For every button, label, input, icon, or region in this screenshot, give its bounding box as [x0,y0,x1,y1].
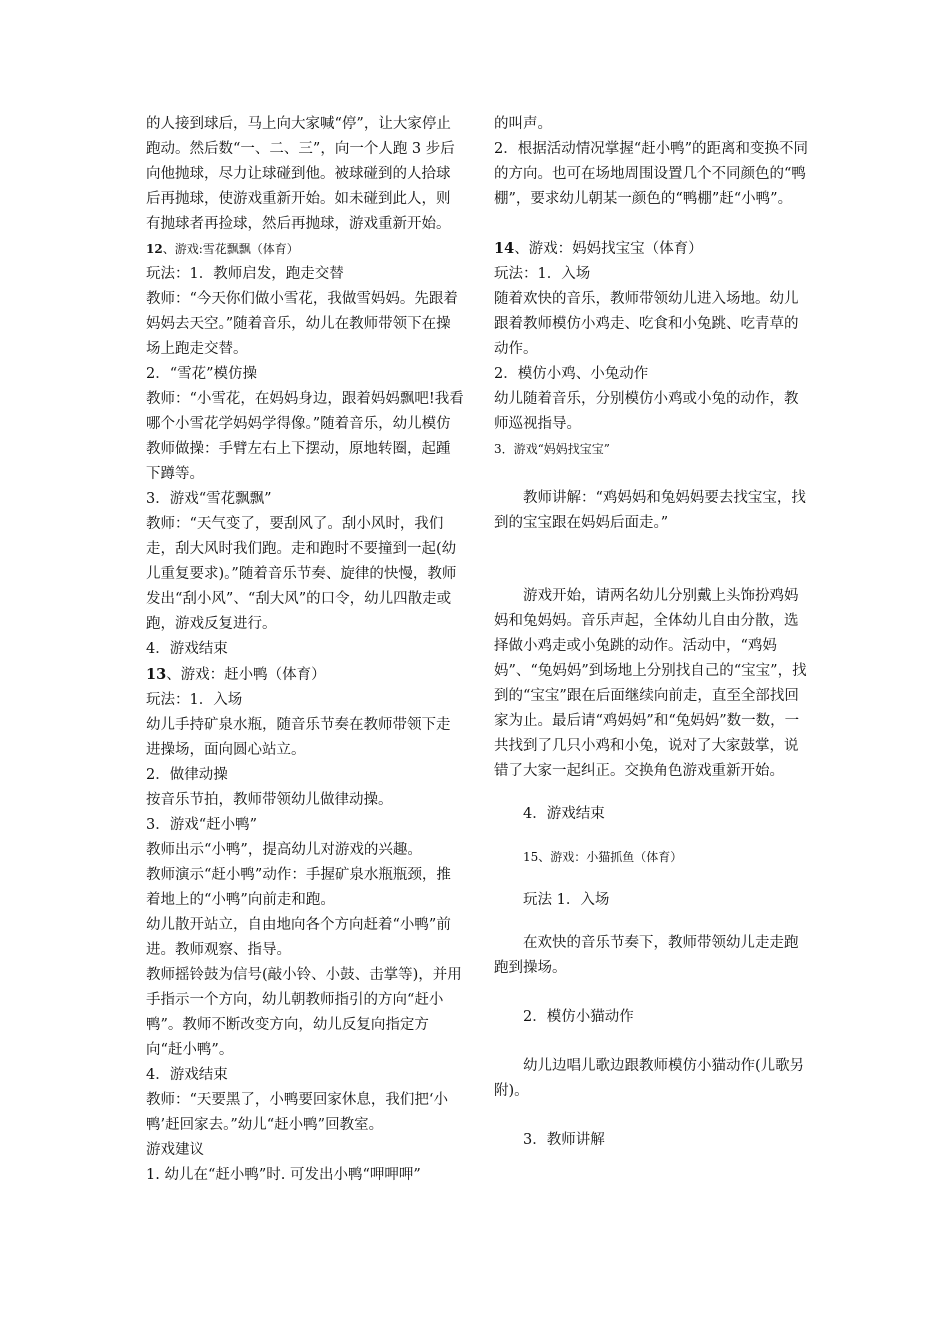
paragraph: 幼儿随着音乐，分别模仿小鸡或小兔的动作，教师巡视指导。 [494,391,799,432]
paragraph: 教师：“天要黑了，小鸭要回家休息，我们把‘小鸭’赶回家去。”幼儿“赶小鸭”回教室。 [146,1092,449,1133]
paragraph: 2．做律动操 [146,767,228,783]
paragraph: 玩法 1．入场 [523,892,610,908]
paragraph: 2．模仿小猫动作 [523,1009,634,1025]
paragraph: 2．“雪花”模仿操 [146,366,258,382]
paragraph: 的人接到球后，马上向大家喊“停”，让大家停止跑动。然后数“一、二、三”，向一个人跑 3 步后向他抛球，尽力让球碰到他。被球碰到的人拾球后再抛球，使游戏重新开始。如未碰到此人，则有抛球者再捡球，然后再抛球，游戏重新开始。 [146,116,455,232]
paragraph: 在欢快的音乐节奏下，教师带领幼儿走走跑跑到操场。 [494,935,799,976]
right-column [494,112,812,1153]
paragraph: 教师：“天气变了，要刮风了。刮小风时，我们走，刮大风时我们跑。走和跑时不要撞到一起(幼儿重复要求)。”随着音乐节奏、旋律的快慢，教师发出“刮小风”、“刮大风”的口令，幼儿四散走或跑，游戏反复进行。 [146,516,457,632]
paragraph: 随着欢快的音乐，教师带领幼儿进入场地。幼儿跟着教师模仿小鸡走、吃食和小兔跳、吃青草的动作。 [494,291,799,357]
paragraph: 2．模仿小鸡、小兔动作 [494,366,649,382]
paragraph: 教师演示“赶小鸭”动作：手握矿泉水瓶瓶颈，推着地上的“小鸭”向前走和跑。 [146,867,451,908]
paragraph: 1. 幼儿在“赶小鸭”时. 可发出小鸭“呷呷呷” [146,1167,421,1183]
paragraph: 3．游戏“妈妈找宝宝” [494,442,610,456]
paragraph: 4．游戏结束 [523,806,605,822]
paragraph: 教师出示“小鸭”，提高幼儿对游戏的兴趣。 [146,842,422,858]
paragraph: 4．游戏结束 [146,641,228,657]
paragraph: 教师讲解：“鸡妈妈和兔妈妈要去找宝宝，找到的宝宝跟在妈妈后面走。” [494,490,806,531]
paragraph: 3．游戏“雪花飘飘” [146,491,272,507]
paragraph: 教师：“小雪花，在妈妈身边，跟着妈妈飘吧!我看哪个小雪花学妈妈学得像。”随着音乐，幼儿模仿教师做操：手臂左右上下摆动，原地转圈，起踵下蹲等。 [146,391,464,482]
paragraph: 玩法：1．入场 [146,692,243,708]
paragraph: 2．根据活动情况掌握“赶小鸭”的距离和变换不同的方向。也可在场地周围设置几个不同颜色的“鸭棚”，要求幼儿朝某一颜色的“鸭棚”赶“小鸭”。 [494,141,809,207]
paragraph: 游戏开始，请两名幼儿分别戴上头饰扮鸡妈妈和兔妈妈。音乐声起，全体幼儿自由分散，选择做小鸡走或小兔跳的动作。活动中，“鸡妈妈”、“兔妈妈”到场地上分别找自己的“宝宝”，找到的“宝宝”跟在后面继续向前走，直至全部找回家为止。最后请“鸡妈妈”和“兔妈妈”数一数，一共找到了几只小鸡和小兔，说对了大家鼓掌，说错了大家一起纠正。交换角色游戏重新开始。 [494,588,807,779]
paragraph: 4．游戏结束 [146,1067,228,1083]
paragraph: 教师摇铃鼓为信号(敲小铃、小鼓、击掌等)，并用手指示一个方向，幼儿朝教师指引的方向“赶小鸭”。教师不断改变方向，幼儿反复向指定方向“赶小鸭”。 [146,967,462,1058]
paragraph: 游戏建议 [146,1142,204,1158]
heading-number: 13 [146,666,167,683]
paragraph: 按音乐节拍，教师带领幼儿做律动操。 [146,792,393,808]
heading-text: 、游戏：赶小鸭（体育） [166,667,326,683]
paragraph: 幼儿边唱儿歌边跟教师模仿小猫动作(儿歌另附)。 [494,1058,805,1099]
heading-text: 、游戏：妈妈找宝宝（体育） [514,241,703,257]
paragraph: 玩法：1．教师启发，跑走交替 [146,266,344,282]
paragraph: 教师：“今天你们做小雪花，我做雪妈妈。先跟着妈妈去天空。”随着音乐，幼儿在教师带领下在操场上跑走交替。 [146,291,458,357]
section-heading-13 [146,662,464,688]
paragraph: 幼儿散开站立，自由地向各个方向赶着“小鸭”前进。教师观察、指导。 [146,917,451,958]
section-heading-14 [494,236,812,262]
left-column [146,112,464,1188]
section-heading-12 [146,237,464,262]
paragraph: 玩法：1．入场 [494,266,591,282]
paragraph: 3．教师讲解 [523,1132,605,1148]
heading-number: 12 [146,242,163,256]
heading-number: 14 [494,240,515,257]
section-heading-15: 15、游戏：小猫抓鱼（体育） [523,850,683,864]
heading-text: 、游戏:雪花飘飘（体育） [162,242,299,256]
paragraph: 的叫声。 [494,116,552,132]
paragraph: 幼儿手持矿泉水瓶，随音乐节奏在教师带领下走进操场，面向圆心站立。 [146,717,451,758]
paragraph: 3．游戏“赶小鸭” [146,817,258,833]
